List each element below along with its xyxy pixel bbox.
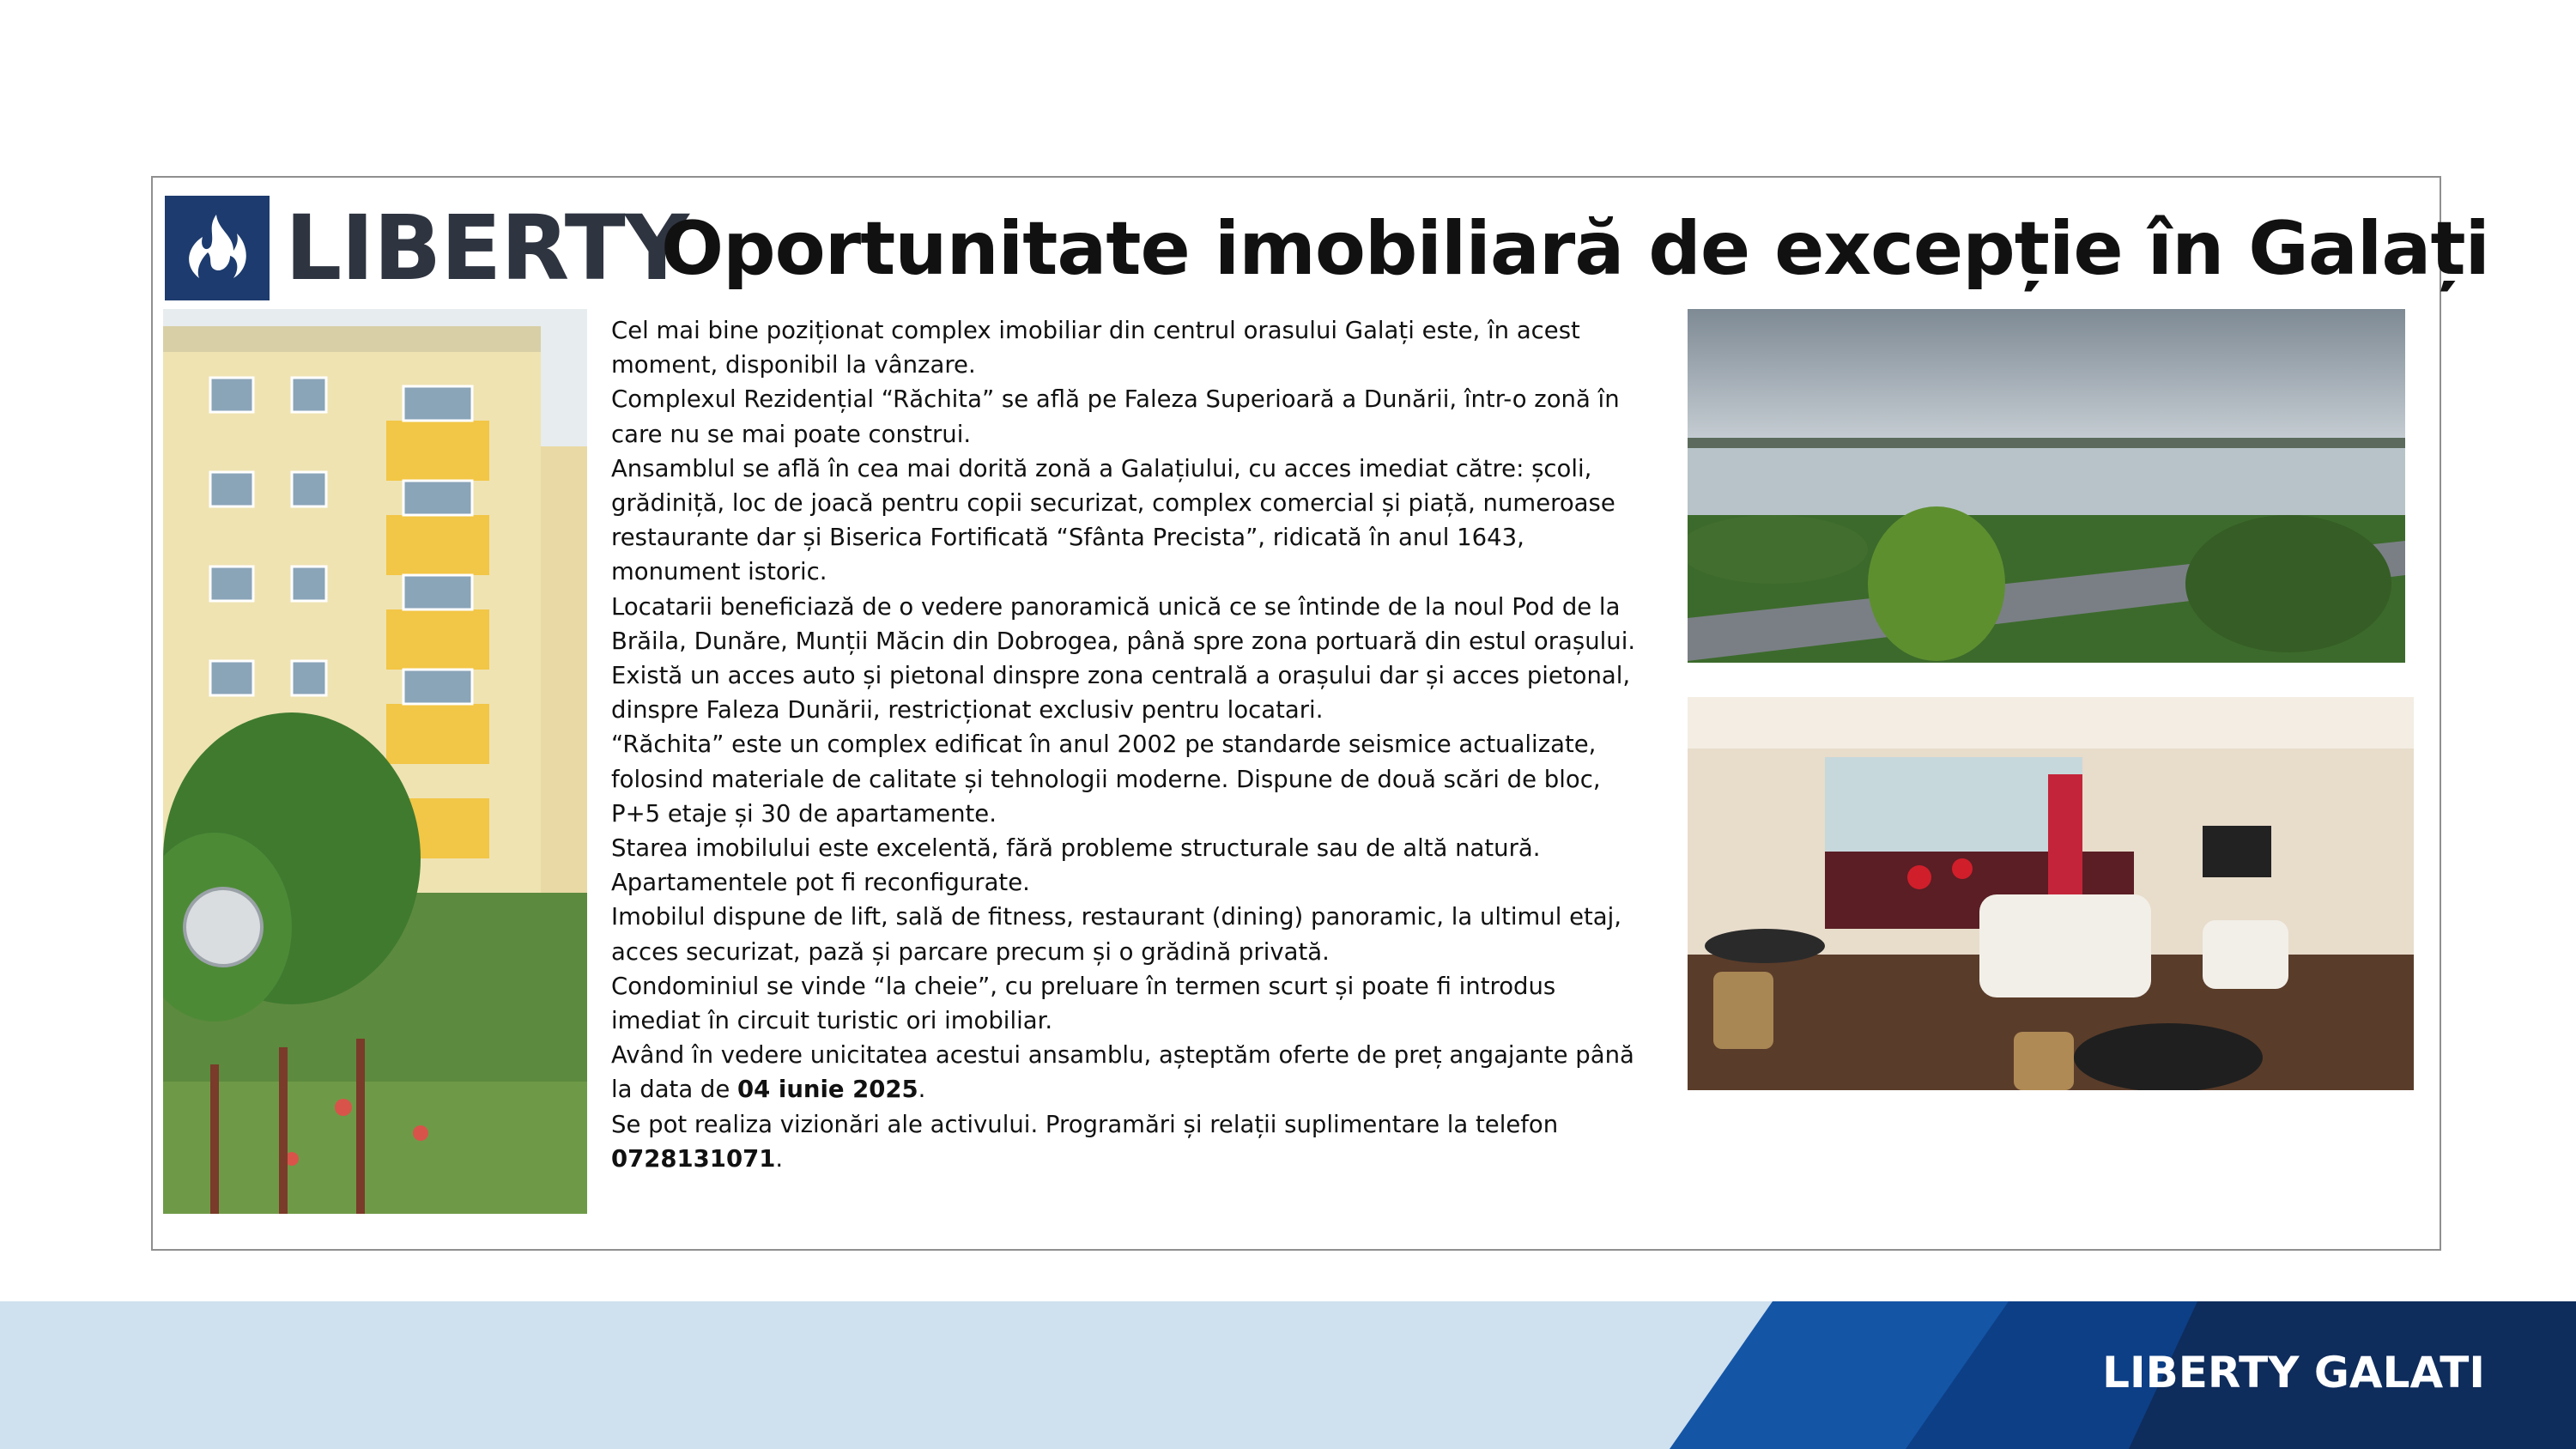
footer-brand-label: LIBERTY GALATI <box>2102 1348 2485 1397</box>
paragraph: Locatarii beneficiază de o vedere panoramică unică ce se întinde de la noul Pod de la Brăila, Dunăre, Munții Măcin din Dobrogea, până spre zona portuară din estul orașului. <box>611 592 1636 655</box>
danube-view-photo <box>1688 309 2405 663</box>
logo-wordmark: LIBERTY <box>285 196 688 300</box>
paragraph: Starea imobilului este excelentă, fără probleme structurale sau de altă natură. <box>611 834 1541 863</box>
paragraph: Ansamblul se află în cea mai dorită zonă a Galațiului, cu acces imediat către: școli, grădiniță, loc de joacă pentru copii securizat, complex comercial și piață, numeroase restaurante dar și Biserica Fortificată “Sfânta Precista”, ridicată în anul 1643, monument istoric. <box>611 454 1615 586</box>
deadline-date: 04 iunie 2025 <box>737 1076 918 1104</box>
paragraph: Apartamentele pot fi reconfigurate. <box>611 869 1030 897</box>
building-photo <box>163 309 587 1214</box>
offer-deadline: Având în vedere unicitatea acestui ansamblu, așteptăm oferte de preț angajante până la data de 04 iunie 2025. <box>611 1041 1634 1104</box>
paragraph: “Răchita” este un complex edificat în anul 2002 pe standarde seismice actualizate, folosind materiale de calitate și tehnologii moderne. Dispune de două scări de bloc, P+5 etaje și 30 de apartamente. <box>611 731 1601 828</box>
page-title: Oportunitate imobiliară de excepție în Galați <box>661 206 2490 292</box>
paragraph: Există un acces auto și pietonal dinspre zona centrală a orașului dar și acces pietonal, dinspre Faleza Dunării, restricționat exclusiv pentru locatari. <box>611 662 1631 724</box>
phone-number[interactable]: 0728131071 <box>611 1144 776 1173</box>
paragraph: Complexul Rezidențial “Răchita” se află pe Faleza Superioară a Dunării, într-o zonă în care nu se mai poate construi. <box>611 385 1620 448</box>
lounge-interior-photo <box>1688 697 2414 1090</box>
paragraph: Imobilul dispune de lift, sală de fitness, restaurant (dining) panoramic, la ultimul etaj, acces securizat, pază și parcare precum și o grădină privată. <box>611 903 1622 966</box>
paragraph: Cel mai bine poziționat complex imobiliar din centrul orasului Galați este, în acest moment, disponibil la vânzare. <box>611 317 1580 379</box>
paragraph: Condominiul se vinde “la cheie”, cu preluare în termen scurt și poate fi introdus imediat în circuit turistic ori imobiliar. <box>611 972 1556 1035</box>
contact-line: Se pot realiza vizionări ale activului. Programări și relații suplimentare la telefon 0728131071. <box>611 1110 1559 1173</box>
description-text <box>611 313 1641 1176</box>
flame-icon <box>165 196 270 300</box>
liberty-logo <box>165 196 688 300</box>
